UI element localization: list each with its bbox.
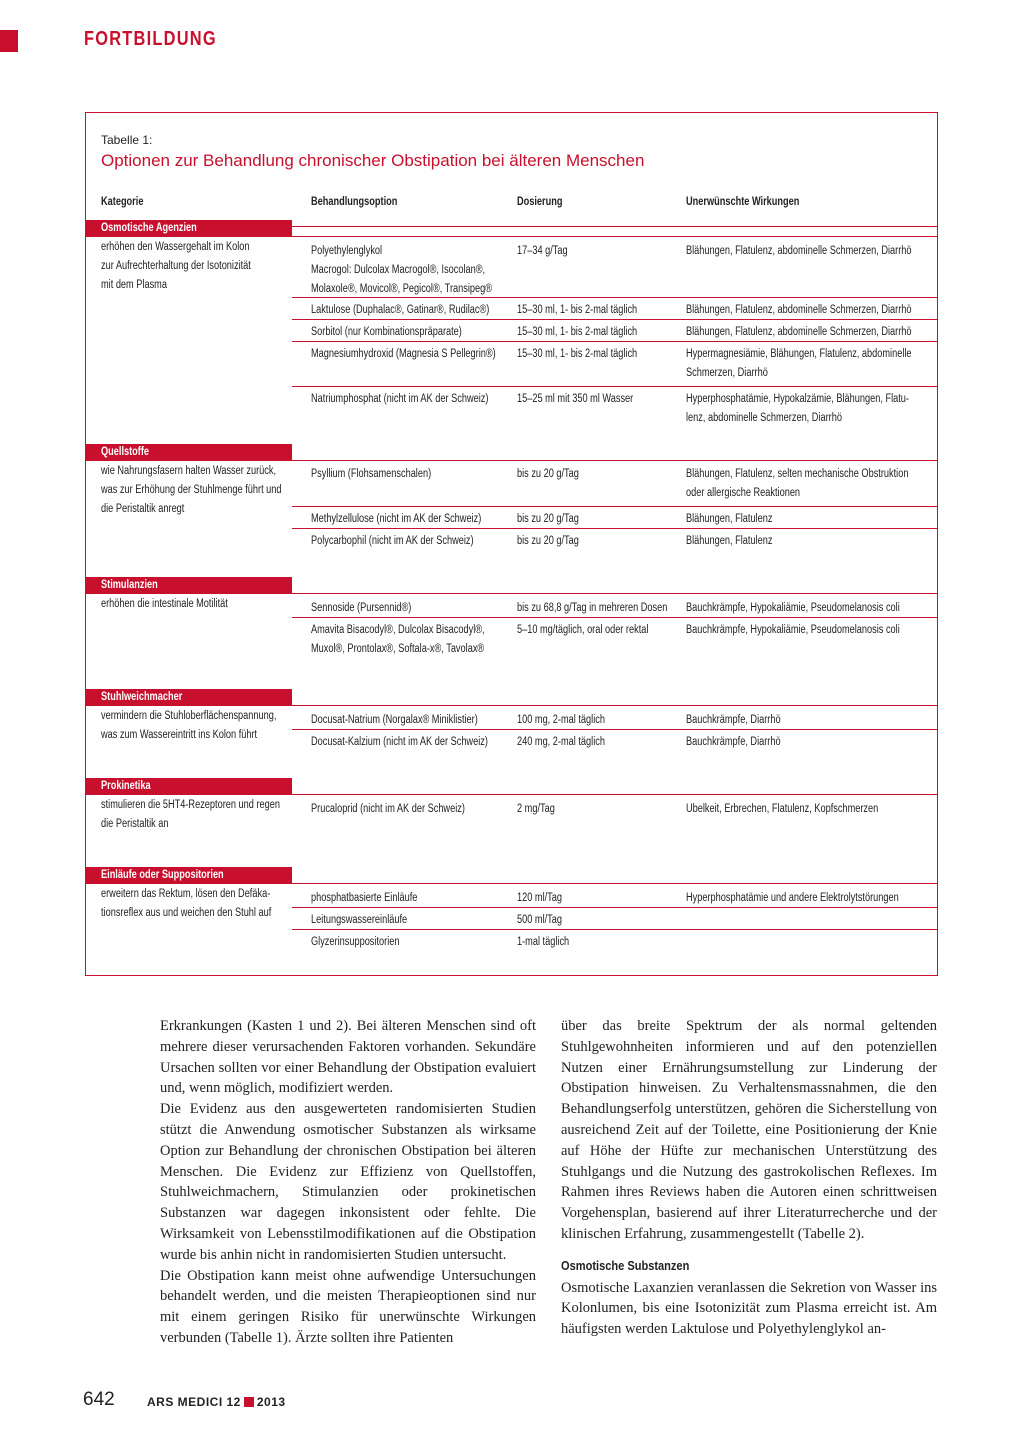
category-label [86, 867, 292, 884]
table-cell-effects: Blähungen, Flatulenz, abdominelle Schmerzen, Diarrhö [686, 304, 912, 316]
category-name: Quellstoffe [101, 446, 150, 458]
table-cell-option: Polycarbophil (nicht im AK der Schweiz) [311, 535, 474, 547]
journal-name: ARS MEDICI 12 [147, 1395, 241, 1409]
category-label [86, 444, 292, 461]
table-cell-option: Leitungswassereinläufe [311, 914, 408, 926]
table-cell-dose: 1-mal täglich [517, 936, 570, 948]
table-cell-option: Methylzellulose (nicht im AK der Schweiz) [311, 513, 482, 525]
table-cell-dose: bis zu 20 g/Tag [517, 535, 579, 547]
table-cell-option: Magnesiumhydroxid (Magnesia S Pellegrin®) [311, 348, 496, 360]
category-description: die Peristaltik anregt [101, 503, 185, 515]
category-description: erhöhen die intestinale Motilität [101, 598, 228, 610]
footer-square-icon [244, 1397, 254, 1407]
table-cell-effects: Übelkeit, Erbrechen, Flatulenz, Kopfschmerzen [686, 803, 879, 815]
table-cell-option: Polyethylenglykol [311, 245, 383, 257]
table-cell-option: Natriumphosphat (nicht im AK der Schweiz) [311, 393, 489, 405]
row-rule [292, 528, 938, 529]
table-cell-effects: Bauchkrämpfe, Hypokaliämie, Pseudomelanosis coli [686, 624, 900, 636]
column-header-behandlungsoption: Behandlungsoption [311, 196, 398, 208]
category-rule [292, 883, 938, 884]
table-cell-dose: bis zu 68,8 g/Tag in mehreren Dosen [517, 602, 668, 614]
category-label [86, 778, 292, 795]
subheading [561, 1256, 937, 1277]
category-label [86, 220, 292, 237]
table-cell-effects: Bauchkrämpfe, Diarrhö [686, 714, 781, 726]
table-label: Tabelle 1: [101, 133, 153, 147]
row-rule [292, 907, 938, 908]
table-cell-dose: 15–25 ml mit 350 ml Wasser [517, 393, 634, 405]
subheading-text: Osmotische Substanzen [561, 1257, 690, 1273]
category-name: Stimulanzien [101, 579, 158, 591]
table-cell-effects: Blähungen, Flatulenz [686, 513, 773, 525]
body-paragraph: über das breite Spektrum der als normal geltenden Stuhlgewohnheiten informieren und auf den potenziellen Nutzen einer Ernährungsumstellung zur Linderung der Obstipation hinweisen. Zu Verhaltensmassnahmen, die den Behandlungserfolg unterstützen, gehören die Sicherstellung von ausreichend Zeit auf der Toilette, eine Positionierung der Knie auf Höhe der Hüfte zur mechanischen Unterstützung des Stuhlgangs und die Nutzung des gastrokolischen Reflexes. Im Rahmen ihres Reviews haben die Autoren einen schrittweisen Vorgehensplan, basierend auf ihrer Literaturrecherche und der klinischen Erfahrung, zusammengestellt (Tabelle 2). [561, 1018, 937, 1242]
category-rule [292, 593, 938, 594]
row-rule [292, 506, 938, 507]
row-rule [292, 341, 938, 342]
table-cell-dose: bis zu 20 g/Tag [517, 468, 579, 480]
table-cell-option: Sorbitol (nur Kombinationspräparate) [311, 326, 462, 338]
category-description: vermindern die Stuhloberflächenspannung, [101, 710, 277, 722]
table-cell-effects: Blähungen, Flatulenz [686, 535, 773, 547]
page-number: 642 [83, 1389, 115, 1410]
category-description: die Peristaltik an [101, 818, 169, 830]
table-cell-option: Amavita Bisacodyl®, Dulcolax Bisacodyl®, [311, 624, 485, 636]
section-title: FORTBILDUNG [84, 28, 217, 50]
table-cell-option: Prucaloprid (nicht im AK der Schweiz) [311, 803, 465, 815]
body-paragraph: Erkrankungen (Kasten 1 und 2). Bei älteren Menschen sind oft mehrere dieser verursachenden Faktoren vorhanden. Sekundäre Ursachen sollten vor einer Behandlung der Obstipation evaluiert und, wenn möglich, modifiziert werden. [160, 1018, 536, 1097]
category-rule [292, 794, 938, 795]
category-description: zur Aufrechterhaltung der Isotonizität [101, 260, 251, 272]
category-description: was zur Erhöhung der Stuhlmenge führt und [101, 484, 282, 496]
column-header-kategorie: Kategorie [101, 196, 144, 208]
category-description: erhöhen den Wassergehalt im Kolon [101, 241, 250, 253]
row-rule [292, 297, 938, 298]
body-paragraph: Osmotische Laxanzien veranlassen die Sekretion von Wasser ins Kolonlumen, bis eine Isotonizität zum Plasma erreicht ist. Am häufigsten werden Laktulose und Polyethylenglykol an- [561, 1279, 937, 1338]
table-cell-effects: Blähungen, Flatulenz, abdominelle Schmerzen, Diarrhö [686, 245, 912, 257]
row-rule [292, 319, 938, 320]
table-cell-option: Docusat-Kalzium (nicht im AK der Schweiz) [311, 736, 488, 748]
category-description: tionsreflex aus und weichen den Stuhl auf [101, 907, 272, 919]
category-label [86, 689, 292, 706]
table-cell-option: Macrogol: Dulcolax Macrogol®, Isocolan®, [311, 264, 486, 276]
table-cell-dose: 15–30 ml, 1- bis 2-mal täglich [517, 326, 638, 338]
table-title: Optionen zur Behandlung chronischer Obstipation bei älteren Menschen [101, 151, 645, 170]
row-rule [292, 617, 938, 618]
column-header-dosierung: Dosierung [517, 196, 563, 208]
table-cell-dose: 5–10 mg/täglich, oral oder rektal [517, 624, 649, 636]
table-cell-dose: 100 mg, 2-mal täglich [517, 714, 605, 726]
table-cell-dose: 15–30 ml, 1- bis 2-mal täglich [517, 348, 638, 360]
table-cell-option: Molaxole®, Movicol®, Pegicol®, Transipeg® [311, 283, 493, 295]
table-cell-effects: oder allergische Reaktionen [686, 487, 801, 499]
table-cell-dose: 17–34 g/Tag [517, 245, 568, 257]
category-rule [292, 460, 938, 461]
table-cell-option: Docusat-Natrium (Norgalax® Miniklistier) [311, 714, 478, 726]
row-rule [292, 729, 938, 730]
category-rule [292, 705, 938, 706]
table-cell-dose: 240 mg, 2-mal täglich [517, 736, 605, 748]
table-cell-option: Sennoside (Pursennid®) [311, 602, 412, 614]
category-label [86, 577, 292, 594]
table-cell-option: Muxol®, Prontolax®, Softala-x®, Tavolax® [311, 643, 485, 655]
category-name: Stuhlweichmacher [101, 691, 183, 703]
section-marker [0, 30, 18, 52]
body-column-left [160, 1016, 536, 1349]
journal-year: 2013 [256, 1395, 286, 1409]
table-cell-option: Glyzerinsuppositorien [311, 936, 400, 948]
table-cell-effects: lenz, abdominelle Schmerzen, Diarrhö [686, 412, 842, 424]
category-description: wie Nahrungsfasern halten Wasser zurück, [101, 465, 277, 477]
table-cell-effects: Hyperphosphatämie und andere Elektrolytstörungen [686, 892, 899, 904]
table-cell-effects: Blähungen, Flatulenz, selten mechanische Obstruktion [686, 468, 909, 480]
body-paragraph: Die Obstipation kann meist ohne aufwendige Untersuchungen behandelt werden, und die meisten Therapieoptionen sind nur mit einem geringen Risiko für unerwünschte Wirkungen verbunden (Tabelle 1). Ärzte sollten ihre Patienten [160, 1267, 536, 1346]
table-cell-effects: Bauchkrämpfe, Hypokaliämie, Pseudomelanosis coli [686, 602, 900, 614]
row-rule [292, 929, 938, 930]
category-description: erweitern das Rektum, lösen den Defäka- [101, 888, 271, 900]
body-paragraph: Die Evidenz aus den ausgewerteten randomisierten Studien stützt die Anwendung osmotischer Substanzen als wirksame Option zur Behandlung der chronischen Obstipation bei älteren Menschen. Die Evidenz zur Effizienz von Quellstoffen, Stuhlweichmachern, Stimulanzien oder prokinetischen Substanzen war dagegen inkonsistent oder fehlte. Die Wirksamkeit von Lebensstilmodifikationen auf die Obstipation wurde bis anhin nicht in randomisierten Studien untersucht. [160, 1101, 536, 1263]
table-cell-dose: 2 mg/Tag [517, 803, 555, 815]
category-name: Einläufe oder Suppositorien [101, 869, 224, 881]
table-cell-dose: 15–30 ml, 1- bis 2-mal täglich [517, 304, 638, 316]
table-cell-effects: Schmerzen, Diarrhö [686, 367, 768, 379]
table-1 [85, 112, 938, 976]
table-cell-dose: 500 ml/Tag [517, 914, 563, 926]
category-rule [292, 236, 938, 237]
category-name: Osmotische Agenzien [101, 222, 197, 234]
table-cell-effects: Hypermagnesiämie, Blähungen, Flatulenz, abdominelle [686, 348, 912, 360]
table-cell-dose: bis zu 20 g/Tag [517, 513, 579, 525]
category-name: Prokinetika [101, 780, 151, 792]
table-cell-option: Laktulose (Duphalac®, Gatinar®, Rudilac®) [311, 304, 490, 316]
category-description: stimulieren die 5HT4-Rezeptoren und regen [101, 799, 280, 811]
journal-footer [147, 1395, 286, 1409]
table-cell-effects: Blähungen, Flatulenz, abdominelle Schmerzen, Diarrhö [686, 326, 912, 338]
row-rule [292, 386, 938, 387]
category-description: mit dem Plasma [101, 279, 167, 291]
table-cell-option: Psyllium (Flohsamenschalen) [311, 468, 432, 480]
category-description: was zum Wassereintritt ins Kolon führt [101, 729, 258, 741]
column-header-unerwuenschte-wirkungen: Unerwünschte Wirkungen [686, 196, 800, 208]
table-cell-effects: Bauchkrämpfe, Diarrhö [686, 736, 781, 748]
table-cell-dose: 120 ml/Tag [517, 892, 563, 904]
table-cell-option: phosphatbasierte Einläufe [311, 892, 418, 904]
table-cell-effects: Hyperphosphatämie, Hypokalzämie, Blähungen, Flatu- [686, 393, 909, 405]
body-column-right [561, 1016, 937, 1340]
